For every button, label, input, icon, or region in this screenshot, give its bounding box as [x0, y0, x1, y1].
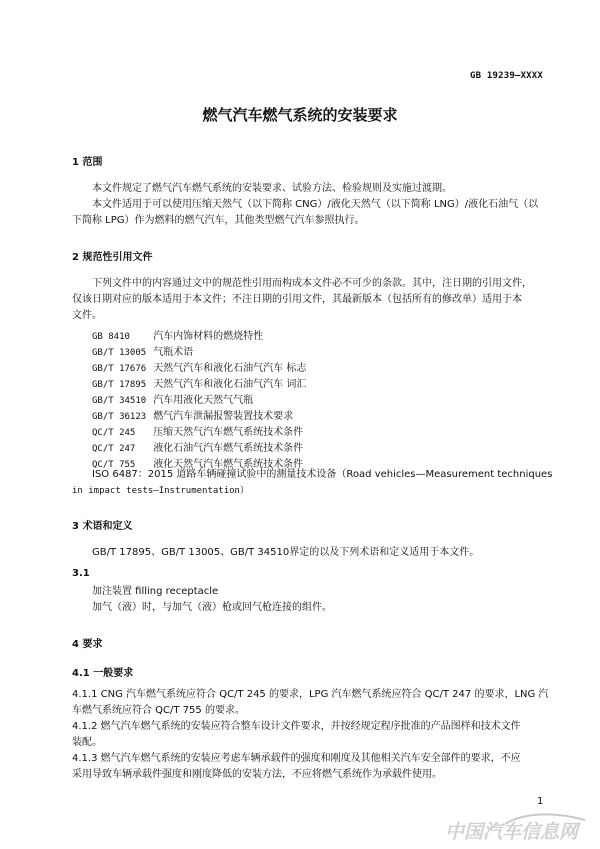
- section-1-heading: 1 范围: [72, 157, 103, 168]
- reference-name: 天然气汽车和液化石油气汽车 标志: [153, 363, 307, 374]
- reference-item: [92, 327, 263, 342]
- section-2-paragraph: 下列文件中的内容通过文中的规范性引用而构成本文件必不可少的条款。其中，注日期的引用文件，: [92, 278, 532, 289]
- reference-item: [92, 359, 306, 374]
- reference-code: QC/T 245: [92, 428, 136, 438]
- section-4-heading: 4 要求: [72, 639, 103, 650]
- reference-code: GB/T 34510: [92, 396, 147, 406]
- section-2-paragraph: 仅该日期对应的版本适用于本文件；不注日期的引用文件，其最新版本（包括所有的修改单）适用于本: [72, 294, 522, 305]
- reference-item: [92, 391, 253, 406]
- reference-name: 气瓶术语: [153, 347, 194, 358]
- document-title: 燃气汽车燃气系统的安装要求: [202, 106, 398, 124]
- reference-code: GB/T 17895: [92, 380, 147, 390]
- doc-code: GB 19239—XXXX: [470, 71, 544, 81]
- reference-item: [92, 439, 303, 454]
- clause-text: 车燃气系统应符合 QC/T 755 的要求。: [72, 705, 245, 716]
- page-number: 1: [537, 796, 544, 807]
- section-1-paragraph: 下简称 LPG）作为燃料的燃气汽车，其他类型燃气汽车参照执行。: [72, 215, 365, 226]
- reference-name: 汽车用液化天然气气瓶: [153, 395, 254, 406]
- reference-item: [92, 343, 193, 358]
- watermark-graphic: [445, 810, 590, 842]
- term-number: 3.1: [72, 568, 90, 579]
- reference-item: [92, 407, 293, 422]
- section-2-heading: 2 规范性引用文件: [72, 252, 153, 263]
- reference-code: GB 8410: [92, 332, 130, 342]
- watermark-text: 中国汽车信息网: [445, 821, 579, 842]
- clause-text: 4.1.2 燃气汽车燃气系统的安装应符合整车设计文件要求，并按经规定程序批准的产品图样和技术文件: [72, 721, 521, 732]
- section-3-heading: 3 术语和定义: [72, 521, 133, 532]
- reference-iso: in impact tests—Instrumentation）: [72, 486, 249, 496]
- reference-code: GB/T 17676: [92, 364, 147, 374]
- watermark-logo: [445, 810, 590, 842]
- section-1-paragraph: 本文件适用于可以使用压缩天然气（以下简称 CNG）/液化天然气（以下简称 LNG）/液化石油气（以: [92, 199, 539, 210]
- reference-code: QC/T 755: [92, 460, 136, 470]
- reference-name: 汽车内饰材料的燃烧特性: [153, 331, 264, 342]
- reference-iso: ISO 6487：2015 道路车辆碰撞试验中的测量技术设备（Road vehicles—Measurement techniques: [92, 469, 553, 480]
- clause-text: 采用导致车辆承载件强度和刚度降低的安装方法，不应将燃气系统作为承载件使用。: [72, 769, 442, 780]
- section-3-paragraph: GB/T 17895、GB/T 13005、GB/T 34510界定的以及下列术语和定义适用于本文件。: [92, 547, 480, 558]
- section-1-paragraph: 本文件规定了燃气汽车燃气系统的安装要求、试验方法、检验规则及实施过渡期。: [92, 183, 452, 194]
- reference-code: GB/T 13005: [92, 348, 147, 358]
- reference-code: GB/T 36123: [92, 412, 147, 422]
- reference-name: 液化石油气汽车燃气系统技术条件: [153, 443, 304, 454]
- reference-item: [92, 423, 303, 438]
- reference-code: QC/T 247: [92, 444, 136, 454]
- term-entry: 加注装置 filling receptacle: [92, 586, 219, 597]
- clause-text: 4.1.3 燃气汽车燃气系统的安装应考虑车辆承载件的强度和刚度及其他相关汽车安全部件的要求，不应: [72, 753, 521, 764]
- section-2-paragraph: 文件。: [72, 310, 102, 321]
- term-definition: 加气（液）时，与加气（液）枪或回气枪连接的组件。: [92, 602, 332, 613]
- reference-name: 燃气汽车泄漏报警装置技术要求: [153, 411, 294, 422]
- clause-text: 4.1.1 CNG 汽车燃气系统应符合 QC/T 245 的要求，LPG 汽车燃气系统应符合 QC/T 247 的要求，LNG 汽: [72, 689, 549, 700]
- subsection-heading: 4.1 一般要求: [72, 668, 134, 679]
- reference-name: 天然气汽车和液化石油气汽车 词汇: [153, 379, 307, 390]
- reference-item: [92, 375, 306, 390]
- reference-name: 压缩天然气汽车燃气系统技术条件: [153, 427, 304, 438]
- reference-name: 液化天然气汽车燃气系统技术条件: [153, 459, 304, 470]
- clause-text: 装配。: [72, 737, 102, 748]
